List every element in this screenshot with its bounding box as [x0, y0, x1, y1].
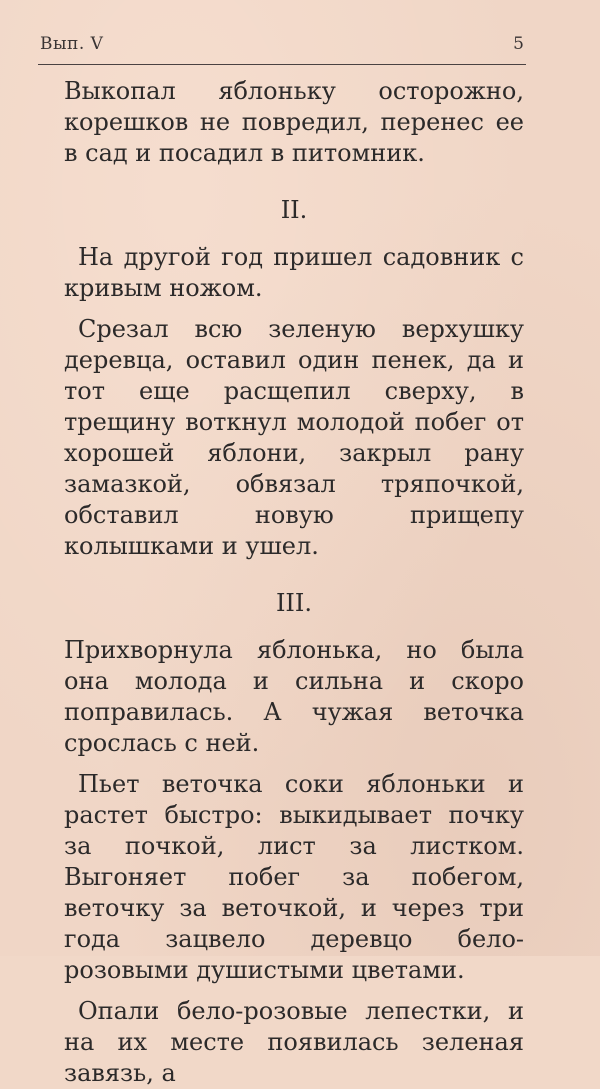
paragraph-2: На другой год пришел садовник с кривым ножом.: [64, 243, 524, 302]
page-number: 5: [513, 34, 524, 54]
paragraph-3: Срезал всю зеленую верхушку деревца, оставил один пенек, да и тот еще расщепил сверху, в трещину воткнул молодой побег от хорошей яблони, закрыл рану замазкой, обвязал тряпочкой, обставил новую прищепу колышками и ушел.: [64, 315, 524, 560]
page-header: [40, 34, 524, 62]
paragraph-4: Прихворнула яблонька, но была она молода и сильна и скоро поправилась. А чужая веточка срослась с ней.: [64, 636, 524, 757]
issue-label: Вып. V: [40, 34, 104, 54]
header-rule: [38, 64, 526, 65]
page-body: [64, 76, 524, 1089]
section-heading-3: III.: [275, 589, 313, 617]
section-heading-2: II.: [280, 196, 308, 224]
paragraph-5: Пьет веточка соки яблоньки и растет быстро: выкидывает почку за почкой, лист за листком. Выгоняет побег за побегом, веточку за веточкой, и через три года зацвело деревцо бело-розовыми душистыми цветами.: [64, 770, 524, 984]
paragraph-6: Опали бело-розовые лепестки, и на их месте появилась зеленая завязь, а: [64, 997, 524, 1087]
paragraph-1: Выкопал яблоньку осторожно, корешков не повредил, перенес ее в сад и посадил в питомник.: [64, 77, 524, 167]
